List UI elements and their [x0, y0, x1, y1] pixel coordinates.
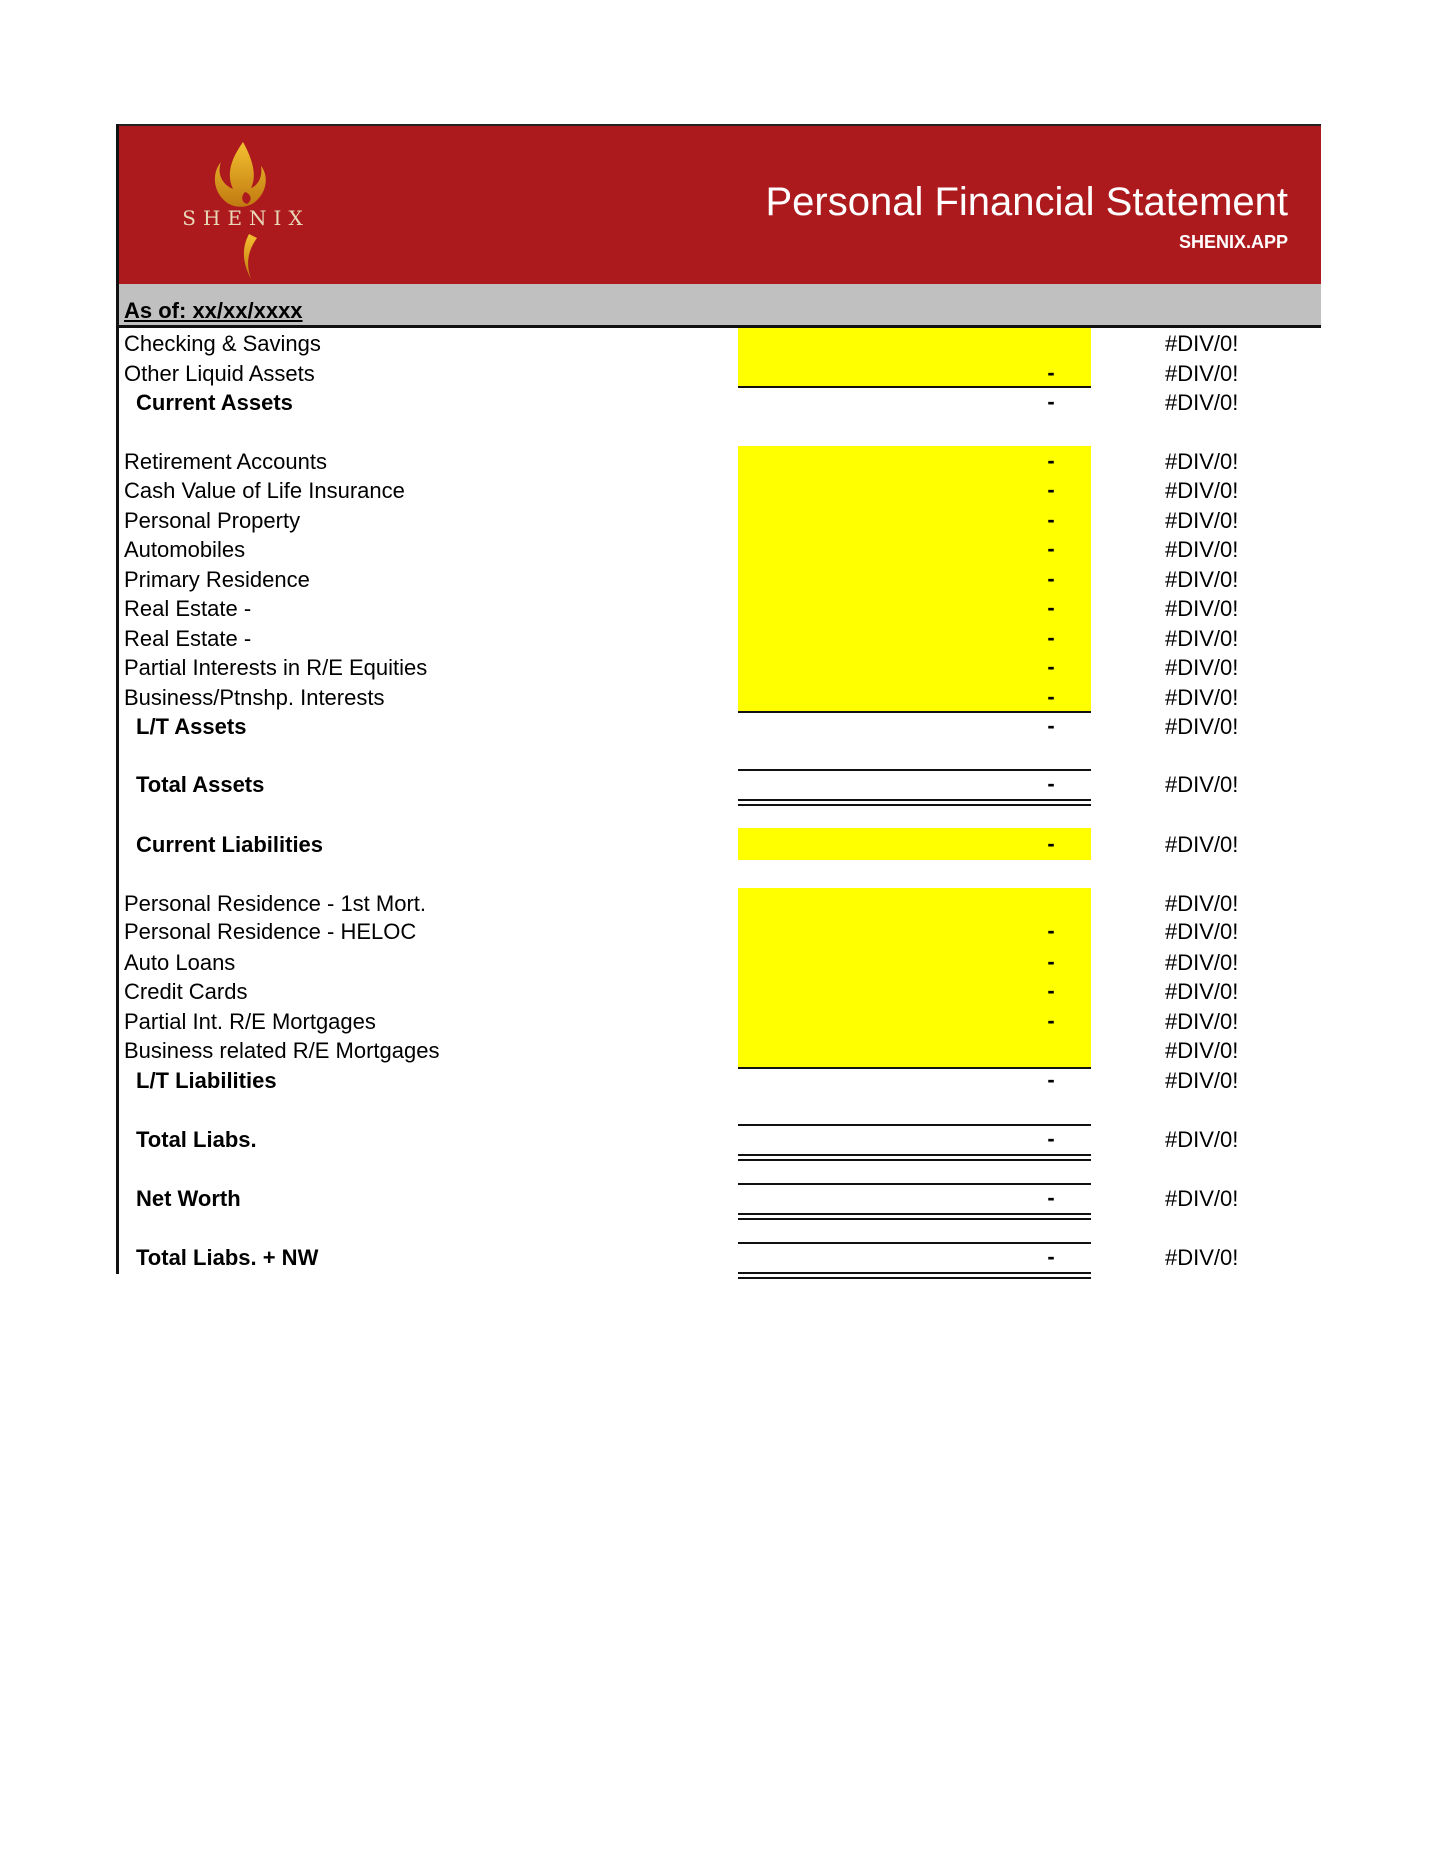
- logo-wordmark: SHENIX: [182, 206, 310, 230]
- row-value: -: [1047, 1185, 1055, 1210]
- row-label: Current Liabilities: [136, 832, 324, 857]
- sheet-left-border: [116, 124, 119, 1274]
- total-rule-double: [738, 1218, 1091, 1220]
- row-personal-residence-heloc: [119, 917, 1321, 947]
- row-partial-int-re-mortgages: [119, 1007, 1321, 1037]
- row-value[interactable]: -: [1047, 949, 1055, 974]
- row-label: Total Assets: [136, 772, 265, 797]
- row-percent: #DIV/0!: [1165, 772, 1239, 797]
- row-value[interactable]: -: [1047, 684, 1055, 709]
- row-partial-interests-re-equities: [119, 653, 1321, 683]
- row-label: Personal Residence - HELOC: [124, 919, 417, 944]
- row-percent: #DIV/0!: [1165, 1186, 1239, 1211]
- row-net-worth: [119, 1184, 1321, 1214]
- row-percent: #DIV/0!: [1165, 979, 1239, 1004]
- row-label: Real Estate -: [124, 626, 252, 651]
- row-value[interactable]: -: [1047, 477, 1055, 502]
- row-label: Partial Interests in R/E Equities: [124, 655, 428, 680]
- row-automobiles: [119, 535, 1321, 565]
- row-percent: #DIV/0!: [1165, 508, 1239, 533]
- row-lt-assets: [119, 712, 1321, 742]
- row-value[interactable]: -: [1047, 507, 1055, 532]
- row-value: -: [1047, 1067, 1055, 1092]
- row-credit-cards: [119, 977, 1321, 1007]
- row-current-assets: [119, 388, 1321, 418]
- financial-statement-sheet: [116, 124, 1321, 1274]
- row-personal-property: [119, 506, 1321, 536]
- row-percent: #DIV/0!: [1165, 655, 1239, 680]
- total-rule-double: [738, 804, 1091, 806]
- row-label: Personal Residence - 1st Mort.: [124, 891, 427, 916]
- row-percent: #DIV/0!: [1165, 832, 1239, 857]
- row-label: Partial Int. R/E Mortgages: [124, 1009, 376, 1034]
- row-percent: #DIV/0!: [1165, 1009, 1239, 1034]
- row-label: Auto Loans: [124, 950, 236, 975]
- row-percent: #DIV/0!: [1165, 714, 1239, 739]
- row-percent: #DIV/0!: [1165, 331, 1239, 356]
- row-percent: #DIV/0!: [1165, 1038, 1239, 1063]
- row-value[interactable]: -: [1047, 595, 1055, 620]
- row-percent: #DIV/0!: [1165, 950, 1239, 975]
- row-cash-value-life-insurance: [119, 476, 1321, 506]
- row-primary-residence: [119, 565, 1321, 595]
- row-value[interactable]: -: [1047, 448, 1055, 473]
- row-total-assets: [119, 770, 1321, 800]
- row-label: Net Worth: [136, 1186, 241, 1211]
- row-personal-residence-1st-mort: [119, 889, 1321, 919]
- row-value[interactable]: -: [1047, 625, 1055, 650]
- page-subtitle: SHENIX.APP: [1178, 232, 1288, 252]
- row-value[interactable]: -: [1047, 566, 1055, 591]
- row-other-liquid-assets: [119, 359, 1321, 389]
- row-label: Primary Residence: [124, 567, 310, 592]
- row-value[interactable]: -: [1047, 1008, 1055, 1033]
- page-title: Personal Financial Statement: [765, 180, 1288, 224]
- row-percent: #DIV/0!: [1165, 390, 1239, 415]
- row-label: Checking & Savings: [124, 331, 321, 356]
- row-real-estate-1: [119, 594, 1321, 624]
- row-label: L/T Liabilities: [136, 1068, 277, 1093]
- row-value[interactable]: -: [1047, 978, 1055, 1003]
- row-current-liabilities: [119, 830, 1321, 860]
- row-label: Business related R/E Mortgages: [124, 1038, 440, 1063]
- total-rule-double: [738, 1277, 1091, 1279]
- row-percent: #DIV/0!: [1165, 626, 1239, 651]
- row-label: Business/Ptnshp. Interests: [124, 685, 385, 710]
- row-value: -: [1047, 771, 1055, 796]
- row-percent: #DIV/0!: [1165, 1068, 1239, 1093]
- statement-header: [116, 124, 1321, 284]
- row-percent: #DIV/0!: [1165, 891, 1239, 916]
- total-rule-double: [738, 1159, 1091, 1161]
- row-value[interactable]: -: [1047, 918, 1055, 943]
- row-value[interactable]: -: [1047, 831, 1055, 856]
- row-percent: #DIV/0!: [1165, 478, 1239, 503]
- row-percent: #DIV/0!: [1165, 567, 1239, 592]
- row-value: -: [1047, 1126, 1055, 1151]
- row-value[interactable]: -: [1047, 654, 1055, 679]
- row-value[interactable]: -: [1047, 536, 1055, 561]
- row-label: Cash Value of Life Insurance: [124, 478, 405, 503]
- row-label: Retirement Accounts: [124, 449, 327, 474]
- row-business-ptnshp-interests: [119, 683, 1321, 713]
- row-value: -: [1047, 713, 1055, 738]
- as-of-bar: [119, 284, 1321, 328]
- row-percent: #DIV/0!: [1165, 1127, 1239, 1152]
- row-total-liabs: [119, 1125, 1321, 1155]
- row-label: Other Liquid Assets: [124, 361, 315, 386]
- row-percent: #DIV/0!: [1165, 1245, 1239, 1270]
- row-label: Personal Property: [124, 508, 301, 533]
- row-label: Real Estate -: [124, 596, 252, 621]
- row-percent: #DIV/0!: [1165, 596, 1239, 621]
- row-label: Total Liabs.: [136, 1127, 257, 1152]
- row-retirement-accounts: [119, 447, 1321, 477]
- row-auto-loans: [119, 948, 1321, 978]
- row-percent: #DIV/0!: [1165, 685, 1239, 710]
- row-percent: #DIV/0!: [1165, 449, 1239, 474]
- row-value: -: [1047, 389, 1055, 414]
- row-label: Automobiles: [124, 537, 246, 562]
- row-real-estate-2: [119, 624, 1321, 654]
- row-percent: #DIV/0!: [1165, 537, 1239, 562]
- row-percent: #DIV/0!: [1165, 361, 1239, 386]
- row-percent: #DIV/0!: [1165, 919, 1239, 944]
- as-of-date: As of: xx/xx/xxxx: [124, 298, 303, 323]
- row-checking-savings: [119, 329, 1321, 359]
- row-total-liabs-nw: [119, 1243, 1321, 1273]
- row-value: -: [1047, 1244, 1055, 1269]
- row-label: Current Assets: [136, 390, 293, 415]
- row-business-re-mortgages: [119, 1036, 1321, 1066]
- row-label: Credit Cards: [124, 979, 248, 1004]
- row-label: L/T Assets: [136, 714, 247, 739]
- row-value[interactable]: -: [1047, 360, 1055, 385]
- row-lt-liabilities: [119, 1066, 1321, 1096]
- row-label: Total Liabs. + NW: [136, 1245, 319, 1270]
